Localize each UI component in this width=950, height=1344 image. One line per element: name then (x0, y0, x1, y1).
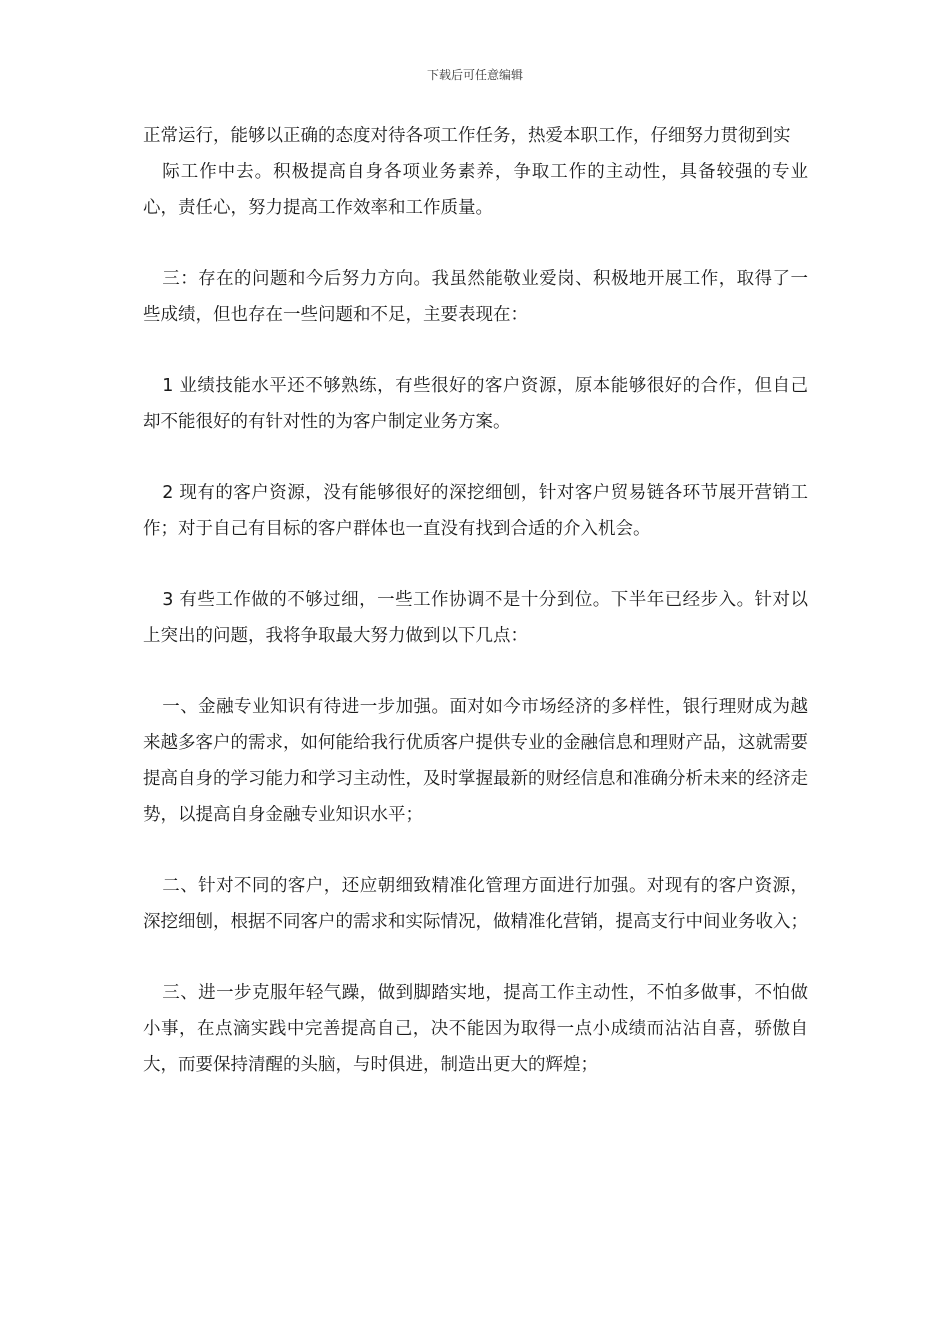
paragraph-gap (143, 547, 808, 582)
paragraph-plan-2: 二、针对不同的客户，还应朝细致精准化管理方面进行加强。对现有的客户资源，深挖细刨，根据不同客户的需求和实际情况，做精准化营销，提高支行中间业务收入； (143, 876, 808, 932)
paragraph-gap (143, 440, 808, 475)
paragraph-plan-1: 一、金融专业知识有待进一步加强。面对如今市场经济的多样性，银行理财成为越来越多客户的需求，如何能给我行优质客户提供专业的金融信息和理财产品，这就需要提高自身的学习能力和学习主动性，及时掌握最新的财经信息和准确分析未来的经济走势，以提高自身金融专业知识水平； (143, 697, 808, 825)
paragraph-plan-3: 三、进一步克服年轻气躁，做到脚踏实地，提高工作主动性，不怕多做事，不怕做小事，在点滴实践中完善提高自己，决不能因为取得一点小成绩而沾沾自喜，骄傲自大，而要保持清醒的头脑，与时俱进，制造出更大的辉煌； (143, 983, 808, 1075)
paragraph-continued-2: 际工作中去。积极提高自身各项业务素养，争取工作的主动性，具备较强的专业心，责任心，努力提高工作效率和工作质量。 (143, 162, 808, 218)
paragraph-section-three: 三：存在的问题和今后努力方向。我虽然能敬业爱岗、积极地开展工作，取得了一些成绩，但也存在一些问题和不足，主要表现在： (143, 269, 808, 325)
document-body (143, 118, 808, 1083)
paragraph-gap (143, 833, 808, 868)
paragraph-gap (143, 226, 808, 261)
paragraph-issue-3: 3 有些工作做的不够过细，一些工作协调不是十分到位。下半年已经步入。针对以上突出的问题，我将争取最大努力做到以下几点： (143, 590, 808, 646)
paragraph-gap (143, 940, 808, 975)
paragraph-gap (143, 333, 808, 368)
paragraph-issue-1: 1 业绩技能水平还不够熟练，有些很好的客户资源，原本能够很好的合作，但自己却不能很好的有针对性的为客户制定业务方案。 (143, 376, 808, 432)
paragraph-gap (143, 654, 808, 689)
paragraph-issue-2: 2 现有的客户资源，没有能够很好的深挖细刨，针对客户贸易链各环节展开营销工作；对于自己有目标的客户群体也一直没有找到合适的介入机会。 (143, 483, 808, 539)
page-header: 下载后可任意编辑 (426, 68, 523, 82)
paragraph-continued: 正常运行，能够以正确的态度对待各项工作任务，热爱本职工作，仔细努力贯彻到实 (143, 126, 791, 146)
